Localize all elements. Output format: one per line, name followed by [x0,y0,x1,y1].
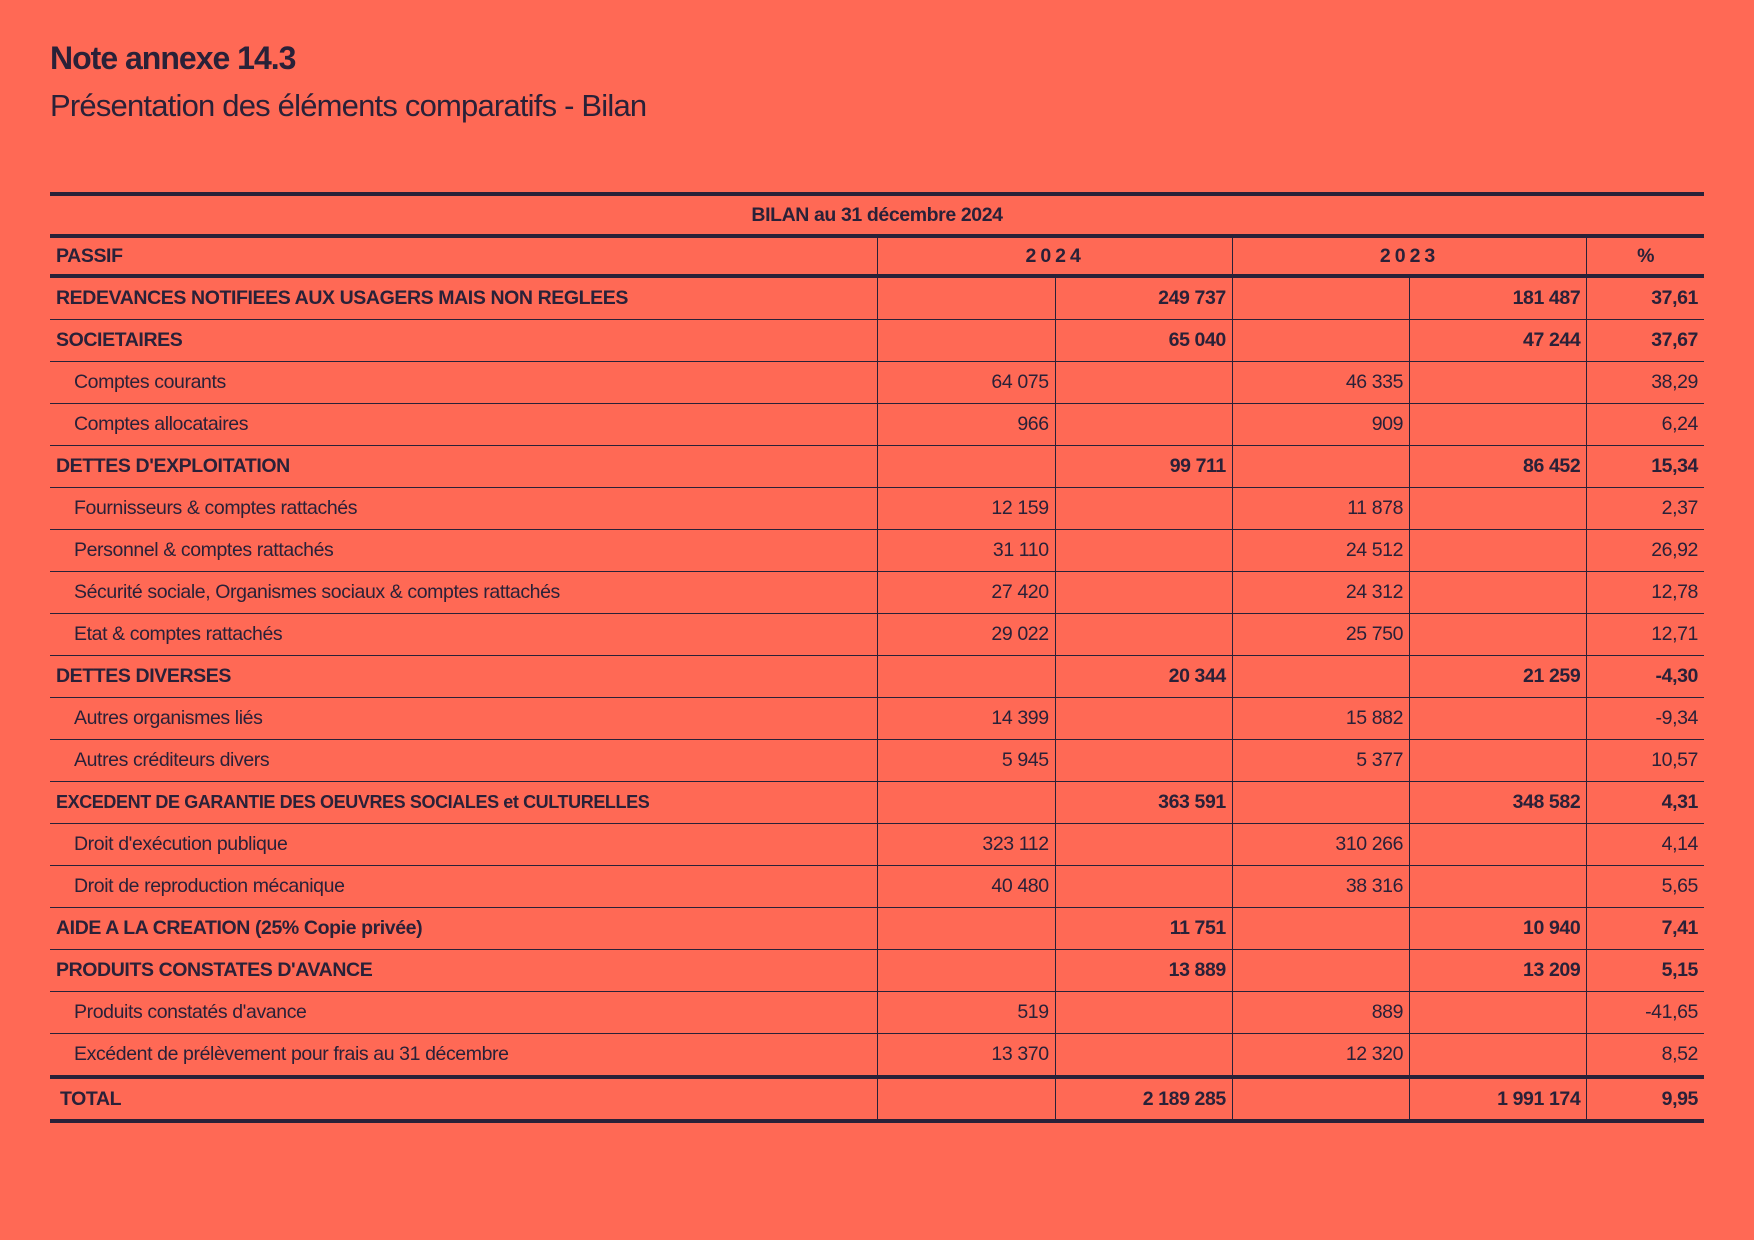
cell-total-2024 [1055,824,1232,866]
cell-total-2024: 20 344 [1055,656,1232,698]
table-caption-row [50,194,1704,236]
cell-total-2024: 11 751 [1055,908,1232,950]
table-row [50,824,1704,866]
cell-total-2023 [1410,740,1587,782]
cell-percent: 7,41 [1587,908,1704,950]
cell-total-2024: 13 889 [1055,950,1232,992]
row-label: Autres organismes liés [50,698,878,740]
cell-detail-2023: 12 320 [1232,1034,1409,1078]
cell-total-2024 [1055,698,1232,740]
cell-total-2023: 10 940 [1410,908,1587,950]
cell-percent: 10,57 [1587,740,1704,782]
cell-total-2024: 363 591 [1055,782,1232,824]
cell-total-2023 [1410,530,1587,572]
cell-detail-2024 [878,446,1055,488]
cell-detail-2024 [878,656,1055,698]
cell-detail-2023: 11 878 [1232,488,1409,530]
table-row [50,446,1704,488]
table-row [50,404,1704,446]
cell-detail-2023 [1232,908,1409,950]
cell-detail-2024: 29 022 [878,614,1055,656]
cell-percent: 12,71 [1587,614,1704,656]
cell-total-2024: 249 737 [1055,276,1232,320]
cell-percent: 8,52 [1587,1034,1704,1078]
cell-total-2024 [1055,992,1232,1034]
total-2024: 2 189 285 [1055,1077,1232,1121]
table-row [50,488,1704,530]
cell-total-2023 [1410,824,1587,866]
cell-detail-2023 [1232,276,1409,320]
cell-total-2023: 13 209 [1410,950,1587,992]
total-percent: 9,95 [1587,1077,1704,1121]
cell-total-2023 [1410,404,1587,446]
cell-total-2024 [1055,362,1232,404]
cell-total-2023: 86 452 [1410,446,1587,488]
cell-detail-2024: 12 159 [878,488,1055,530]
row-label: Droit d'exécution publique [50,824,878,866]
cell-detail-2023: 909 [1232,404,1409,446]
column-header-2024: 2024 [878,236,1232,276]
page-title: Note annexe 14.3 [50,40,296,76]
row-label: EXCEDENT DE GARANTIE DES OEUVRES SOCIALES et CULTURELLES [50,782,878,824]
cell-detail-2023 [1232,320,1409,362]
cell-total-2023 [1410,698,1587,740]
row-label: Personnel & comptes rattachés [50,530,878,572]
table-row [50,908,1704,950]
cell-percent: 2,37 [1587,488,1704,530]
cell-total-2023: 348 582 [1410,782,1587,824]
cell-percent: -41,65 [1587,992,1704,1034]
cell-detail-2024: 31 110 [878,530,1055,572]
table-row [50,1034,1704,1078]
cell-total-2023: 181 487 [1410,276,1587,320]
cell-total-2024 [1055,572,1232,614]
cell-total-2023 [1410,1034,1587,1078]
cell-percent: 5,15 [1587,950,1704,992]
cell-detail-2023: 889 [1232,992,1409,1034]
table-row [50,992,1704,1034]
cell-total-2023 [1410,488,1587,530]
cell-detail-2024: 519 [878,992,1055,1034]
table-row [50,950,1704,992]
table-row [50,740,1704,782]
balance-sheet-table [50,192,1704,1123]
cell-total-2023 [1410,866,1587,908]
cell-total-2023 [1410,992,1587,1034]
table-row [50,530,1704,572]
column-header-passif: PASSIF [50,236,878,276]
cell-detail-2023: 24 512 [1232,530,1409,572]
cell-total-2024: 99 711 [1055,446,1232,488]
cell-percent: 37,67 [1587,320,1704,362]
table-row [50,320,1704,362]
cell-percent: 38,29 [1587,362,1704,404]
table-row [50,276,1704,320]
cell-total-2024 [1055,530,1232,572]
cell-percent: -9,34 [1587,698,1704,740]
cell-total-2023 [1410,572,1587,614]
row-label: SOCIETAIRES [50,320,878,362]
total-detail-2024 [878,1077,1055,1121]
cell-detail-2023: 25 750 [1232,614,1409,656]
row-label: AIDE A LA CREATION (25% Copie privée) [50,908,878,950]
table-row [50,656,1704,698]
row-label: DETTES D'EXPLOITATION [50,446,878,488]
cell-detail-2024: 40 480 [878,866,1055,908]
cell-percent: 37,61 [1587,276,1704,320]
cell-total-2024 [1055,740,1232,782]
cell-detail-2024: 5 945 [878,740,1055,782]
cell-detail-2024: 966 [878,404,1055,446]
total-2023: 1 991 174 [1410,1077,1587,1121]
cell-total-2023: 47 244 [1410,320,1587,362]
table-row [50,866,1704,908]
cell-total-2024 [1055,1034,1232,1078]
row-label: PRODUITS CONSTATES D'AVANCE [50,950,878,992]
table-row [50,362,1704,404]
table-row [50,614,1704,656]
row-label: Comptes courants [50,362,878,404]
total-row [50,1077,1704,1121]
cell-detail-2024 [878,276,1055,320]
cell-detail-2024 [878,950,1055,992]
cell-detail-2023 [1232,656,1409,698]
table-body [50,276,1704,1077]
cell-percent: 12,78 [1587,572,1704,614]
cell-detail-2023: 15 882 [1232,698,1409,740]
cell-total-2024 [1055,488,1232,530]
cell-percent: 26,92 [1587,530,1704,572]
cell-detail-2024: 14 399 [878,698,1055,740]
page-subtitle: Présentation des éléments comparatifs - Bilan [50,88,647,123]
cell-detail-2024 [878,320,1055,362]
table-row [50,698,1704,740]
column-header-2023: 2023 [1232,236,1586,276]
cell-detail-2024: 323 112 [878,824,1055,866]
row-label: Sécurité sociale, Organismes sociaux & comptes rattachés [50,572,878,614]
row-label: DETTES DIVERSES [50,656,878,698]
cell-detail-2023: 24 312 [1232,572,1409,614]
cell-total-2024 [1055,866,1232,908]
cell-total-2023 [1410,362,1587,404]
cell-detail-2023: 38 316 [1232,866,1409,908]
cell-total-2024 [1055,404,1232,446]
table-row [50,782,1704,824]
cell-detail-2023 [1232,446,1409,488]
cell-percent: 6,24 [1587,404,1704,446]
cell-detail-2023 [1232,782,1409,824]
row-label: REDEVANCES NOTIFIEES AUX USAGERS MAIS NON REGLEES [50,276,878,320]
table-caption: BILAN au 31 décembre 2024 [50,194,1704,236]
table-row [50,572,1704,614]
cell-detail-2024 [878,908,1055,950]
total-detail-2023 [1232,1077,1409,1121]
cell-detail-2024: 13 370 [878,1034,1055,1078]
cell-percent: 15,34 [1587,446,1704,488]
cell-detail-2023: 46 335 [1232,362,1409,404]
column-header-percent: % [1587,236,1704,276]
cell-detail-2024 [878,782,1055,824]
cell-detail-2023 [1232,950,1409,992]
total-label: TOTAL [50,1077,878,1121]
cell-percent: 4,31 [1587,782,1704,824]
row-label: Fournisseurs & comptes rattachés [50,488,878,530]
cell-percent: -4,30 [1587,656,1704,698]
cell-total-2024: 65 040 [1055,320,1232,362]
cell-total-2023 [1410,614,1587,656]
cell-total-2023: 21 259 [1410,656,1587,698]
row-label: Etat & comptes rattachés [50,614,878,656]
row-label: Produits constatés d'avance [50,992,878,1034]
cell-percent: 5,65 [1587,866,1704,908]
cell-detail-2024: 64 075 [878,362,1055,404]
cell-total-2024 [1055,614,1232,656]
row-label: Excédent de prélèvement pour frais au 31 décembre [50,1034,878,1078]
cell-percent: 4,14 [1587,824,1704,866]
cell-detail-2023: 5 377 [1232,740,1409,782]
table-header-row [50,236,1704,276]
row-label: Comptes allocataires [50,404,878,446]
row-label: Autres créditeurs divers [50,740,878,782]
cell-detail-2023: 310 266 [1232,824,1409,866]
row-label: Droit de reproduction mécanique [50,866,878,908]
cell-detail-2024: 27 420 [878,572,1055,614]
